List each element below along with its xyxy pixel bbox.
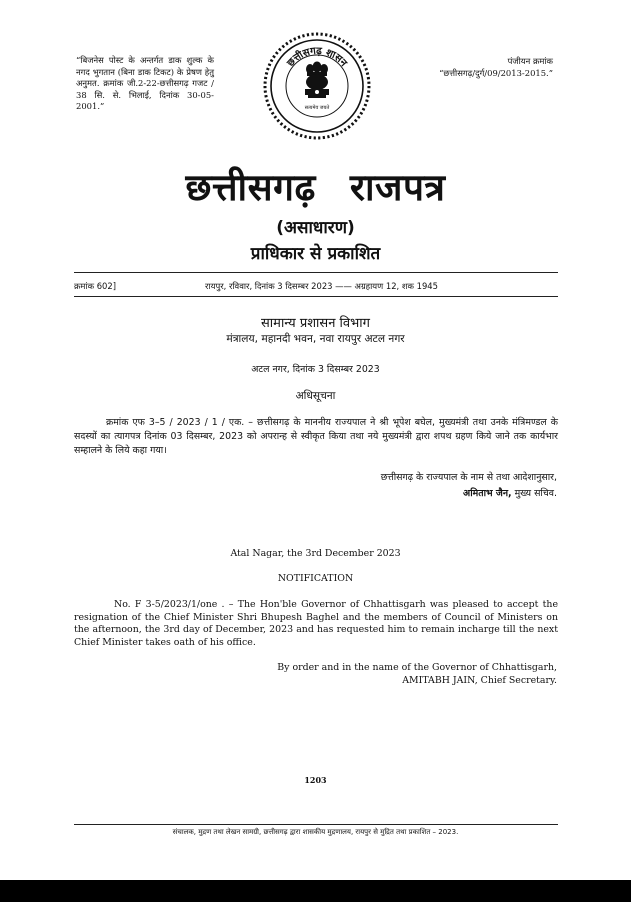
viewer-bottom-bar xyxy=(0,880,631,902)
issue-number: क्रमांक 602] xyxy=(74,281,116,291)
english-date: Atal Nagar, the 3rd December 2023 xyxy=(230,548,401,559)
seal-text-top: छत्तीसगढ़ शासन xyxy=(285,45,349,69)
hindi-date: अटल नगर, दिनांक 3 दिसम्बर 2023 xyxy=(251,364,380,375)
english-notification-heading: NOTIFICATION xyxy=(277,573,354,584)
title-gazette: राजपत्र xyxy=(349,166,446,209)
extraordinary-label: (असाधारण) xyxy=(276,218,355,238)
department-address: मंत्रालय, महानदी भवन, नवा रायपुर अटल नगर xyxy=(226,333,405,345)
emblem-icon xyxy=(263,32,371,140)
authority-label: प्राधिकार से प्रकाशित xyxy=(250,244,381,264)
page-number: 1203 xyxy=(304,775,327,785)
english-signatory: AMITABH JAIN, Chief Secretary. xyxy=(402,675,557,686)
title-state: छत्तीसगढ़ xyxy=(185,166,316,209)
gazette-title xyxy=(0,160,631,211)
postal-note: “बिजनेस पोस्ट के अन्तर्गत डाक शुल्क के नगद भुगतान (बिना डाक टिकट) के प्रेषण हेतु अनुमत. क्रमांक जी.2-22-छत्तीसगढ़ गजट / 38 सि. से. भिलाई, दिनांक 30-05-2001.” xyxy=(76,55,214,112)
hindi-signatory xyxy=(463,486,557,499)
registration-number: “छत्तीसगढ़/दुर्ग/09/2013-2015.” xyxy=(439,68,553,78)
top-divider xyxy=(74,272,558,273)
registration-label: पंजीयन क्रमांक xyxy=(507,56,553,66)
registration-block xyxy=(393,55,553,79)
hindi-signatory-title: मुख्य सचिव. xyxy=(514,488,557,499)
seal-text-bottom: सत्यमेव जयते xyxy=(304,105,330,111)
hindi-signoff: छत्तीसगढ़ के राज्यपाल के नाम से तथा आदेशानुसार, xyxy=(380,472,557,483)
hindi-notification-body: क्रमांक एफ 3–5 / 2023 / 1 / एक. – छत्तीसगढ़ के माननीय राज्यपाल ने श्री भूपेश बघेल, मुख्यमंत्री तथा उनके मंत्रिमण्डल के सदस्यों का त्यागपत्र दिनांक 03 दिसम्बर, 2023 को अपरान्ह से स्वीकृत किया तथा नये मुख्यमंत्री द्वारा शपथ ग्रहण किये जाने तक कार्यभार सम्हालने के लिये कहा गया। xyxy=(74,417,558,456)
hindi-notification-heading: अधिसूचना xyxy=(295,390,336,402)
printer-note: संचालक, मुद्रण तथा लेखन सामग्री, छत्तीसगढ़ द्वारा शासकीय मुद्रणालय, रायपुर से मुद्रित तथा प्रकाशित – 2023. xyxy=(172,828,459,836)
english-signoff: By order and in the name of the Governor of Chhattisgarh, xyxy=(277,662,557,673)
issue-date-line: रायपुर, रविवार, दिनांक 3 दिसम्बर 2023 —— अग्रहायण 12, शक 1945 xyxy=(205,281,438,291)
english-notification-body: No. F 3-5/2023/1/one . – The Hon'ble Governor of Chhattisgarh was pleased to accept the resignation of the Chief Minister Shri Bhupesh Baghel and the members of Council of Ministers on the afternoon, the 3rd day of December, 2023 and has requested him to remain incharge till the next Chief Minister takes oath of his office. xyxy=(74,599,558,648)
department-name: सामान्य प्रशासन विभाग xyxy=(261,316,370,331)
hindi-signatory-name: अमिताभ जैन, xyxy=(463,488,512,499)
issue-divider xyxy=(74,296,558,297)
footer-divider xyxy=(74,824,558,825)
state-emblem-seal xyxy=(263,32,371,140)
